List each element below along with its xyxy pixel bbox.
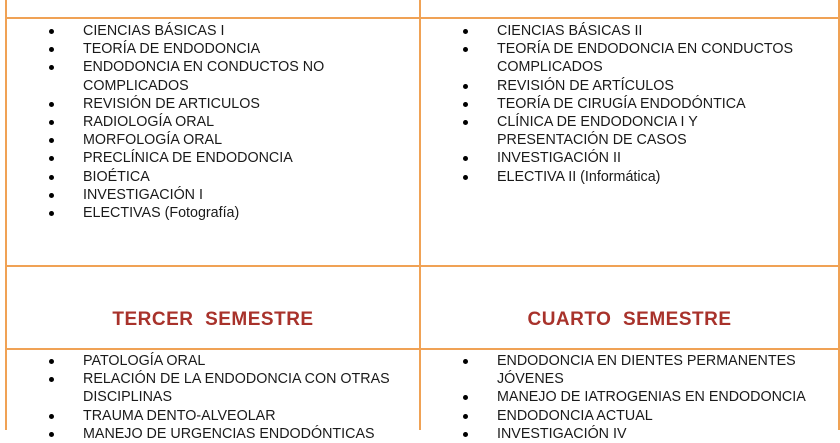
course-item: ENDODONCIA ACTUAL bbox=[421, 407, 838, 425]
third-semester-heading: TERCER SEMESTRE bbox=[112, 309, 314, 330]
course-item: PATOLOGÍA ORAL bbox=[7, 352, 419, 370]
course-item: ENDODONCIA EN CONDUCTOS NO COMPLICADOS bbox=[7, 58, 419, 94]
course-list bbox=[421, 352, 838, 443]
bullet-icon bbox=[49, 175, 54, 180]
course-item: REVISIÓN DE ARTICULOS bbox=[7, 95, 419, 113]
bullet-icon bbox=[49, 432, 54, 437]
bullet-icon bbox=[49, 193, 54, 198]
course-item: INVESTIGACIÓN IV bbox=[421, 425, 838, 443]
bullet-icon bbox=[463, 395, 468, 400]
bullet-icon bbox=[49, 211, 54, 216]
fourth-semester-courses bbox=[421, 352, 838, 443]
course-item: ENDODONCIA EN DIENTES PERMANENTES JÓVENES bbox=[421, 352, 838, 388]
bullet-icon bbox=[463, 120, 468, 125]
course-item: INVESTIGACIÓN II bbox=[421, 149, 838, 167]
course-item: TEORÍA DE CIRUGÍA ENDODÓNTICA bbox=[421, 95, 838, 113]
course-item: CIENCIAS BÁSICAS I bbox=[7, 22, 419, 40]
bullet-icon bbox=[49, 138, 54, 143]
course-item: MORFOLOGÍA ORAL bbox=[7, 131, 419, 149]
course-item: RELACIÓN DE LA ENDODONCIA CON OTRAS DISCIPLINAS bbox=[7, 370, 419, 406]
bullet-icon bbox=[463, 156, 468, 161]
bullet-icon bbox=[49, 156, 54, 161]
course-item: INVESTIGACIÓN I bbox=[7, 186, 419, 204]
fourth-semester-heading: CUARTO SEMESTRE bbox=[527, 309, 732, 330]
bullet-icon bbox=[49, 102, 54, 107]
course-item: MANEJO DE URGENCIAS ENDODÓNTICAS bbox=[7, 425, 419, 443]
bullet-icon bbox=[49, 359, 54, 364]
bullet-icon bbox=[463, 29, 468, 34]
bullet-icon bbox=[463, 175, 468, 180]
course-item: ELECTIVAS (Fotografía) bbox=[7, 204, 419, 222]
bullet-icon bbox=[49, 29, 54, 34]
bullet-icon bbox=[49, 120, 54, 125]
bullet-icon bbox=[49, 47, 54, 52]
bullet-icon bbox=[49, 65, 54, 70]
course-item: RADIOLOGÍA ORAL bbox=[7, 113, 419, 131]
bullet-icon bbox=[463, 47, 468, 52]
course-item: PRECLÍNICA DE ENDODONCIA bbox=[7, 149, 419, 167]
row-divider-middle bbox=[5, 265, 840, 267]
course-item: MANEJO DE IATROGENIAS EN ENDODONCIA bbox=[421, 388, 838, 406]
row-divider-bottom bbox=[5, 348, 840, 350]
course-item: BIOÉTICA bbox=[7, 168, 419, 186]
bullet-icon bbox=[49, 414, 54, 419]
bullet-icon bbox=[463, 414, 468, 419]
course-list bbox=[7, 22, 419, 222]
course-item: REVISIÓN DE ARTÍCULOS bbox=[421, 77, 838, 95]
bullet-icon bbox=[463, 432, 468, 437]
course-list bbox=[7, 352, 419, 443]
course-item: TEORÍA DE ENDODONCIA bbox=[7, 40, 419, 58]
course-item: TEORÍA DE ENDODONCIA EN CONDUCTOS COMPLICADOS bbox=[421, 40, 838, 76]
course-item: ELECTIVA II (Informática) bbox=[421, 168, 838, 186]
second-semester-courses bbox=[421, 22, 838, 186]
course-item: TRAUMA DENTO-ALVEOLAR bbox=[7, 407, 419, 425]
third-semester-courses bbox=[7, 352, 419, 443]
row-divider-top bbox=[5, 17, 840, 19]
course-item: CIENCIAS BÁSICAS II bbox=[421, 22, 838, 40]
first-semester-courses bbox=[7, 22, 419, 222]
bullet-icon bbox=[49, 377, 54, 382]
bullet-icon bbox=[463, 84, 468, 89]
course-list bbox=[421, 22, 838, 186]
bullet-icon bbox=[463, 359, 468, 364]
bullet-icon bbox=[463, 102, 468, 107]
course-item: CLÍNICA DE ENDODONCIA I Y PRESENTACIÓN DE CASOS bbox=[421, 113, 838, 149]
